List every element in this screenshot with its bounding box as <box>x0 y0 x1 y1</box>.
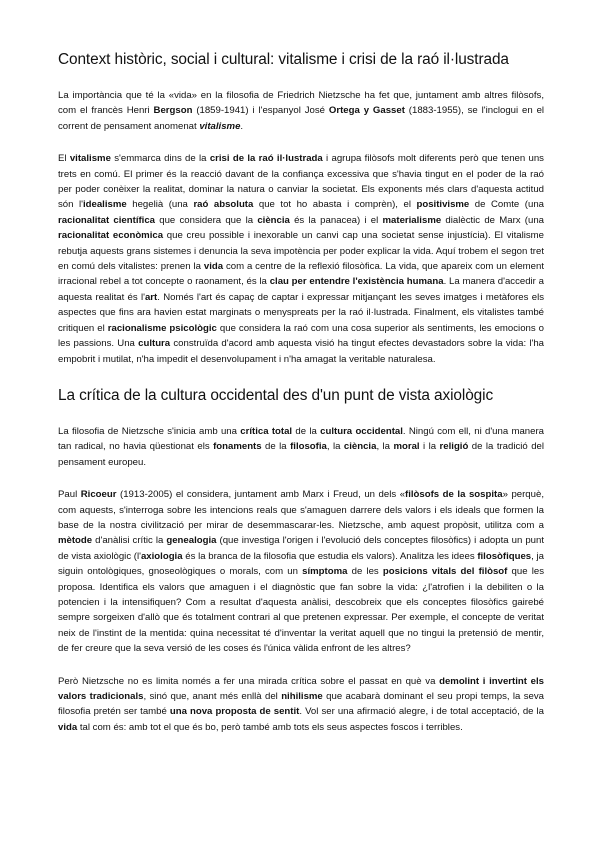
bold-term: Ricoeur <box>80 489 117 501</box>
document-page <box>58 50 544 735</box>
bold-term: una nova proposta de sentit <box>169 706 300 718</box>
bold-term: filosofia <box>290 441 327 453</box>
paragraph: La importància que té la «vida» en la filosofia de Friedrich Nietzsche ha fet que, juntament amb altres filòsofs, com el francès Henri Bergson (1859-1941) i l'espanyol José Ortega y Gasset (1883-1955), se l'inclogui en el corrent de pensament anomenat vitalisme. <box>58 90 545 132</box>
bold-term: raó absoluta <box>193 199 254 211</box>
bold-term: cultura occidental <box>320 425 403 437</box>
bold-term: vida <box>58 721 78 733</box>
bold-term: símptoma <box>302 566 348 578</box>
bold-term: cultura <box>138 338 171 350</box>
bold-term: ciència <box>343 441 377 453</box>
bold-term: vida <box>203 261 224 273</box>
paragraph: Paul Ricoeur (1913-2005) el considera, juntament amb Marx i Freud, un dels «filòsofs de la sospita» perquè, com aquests, s'interroga sobre les intencions reals que s'amaguen darrere dels valors i els ideals que formen la base de la nostra civilització per mirar de desemmascarar-les. Nietzsche, amb aquest propòsit, utilitza com a mètode d'anàlisi crític la genealogia (que investiga l'origen i l'evolució dels conceptes filosòfics) i adopta un punt de vista axiològic (l'axiologia és la branca de la filosofia que estudia els valors). Analitza les idees filosòfiques, ja siguin ontològiques, gnoseològiques o morals, com un símptoma de les posicions vitals del filòsof que les proposa. Identifica els valors que amaguen i el diagnòstic que fan sobre la vida: ¿l'atrofien i la debiliten o la potencien i la intensifiquen? Com a resultat d'aquesta anàlisi, descobreix que els conceptes filosòfics gairebé sempre sorgeixen d'allò que és totalment contrari al que pretenen expressar. Per exemple, el concepte de veritat neix de l'instint de la mentida: quina necessitat té d'inventar la veritat aquell que no tingui la pretensió de mentir, de fer creure que la seva versió de les coses és l'única vàlida enfront de les altres? <box>58 489 544 655</box>
bold-term: religió <box>439 441 469 453</box>
bold-term: positivisme <box>416 199 470 211</box>
paragraph: La filosofia de Nietzsche s'inicia amb una crítica total de la cultura occidental. Ningú com ell, ni d'una manera tan radical, no havia qüestionat els fonaments de la filosofia, la ciència, la moral i la religió de la tradició del pensament europeu. <box>58 425 545 468</box>
bold-term: vitalisme <box>69 153 111 165</box>
bold-term: fonaments <box>213 441 262 453</box>
bold-term: crisi de la raó il·lustrada <box>209 153 323 165</box>
bold-term: Ortega y Gasset <box>328 105 405 117</box>
bold-term: moral <box>393 441 420 453</box>
bold-term: racionalisme psicològic <box>107 322 217 334</box>
bold-term: racionalitat econòmica <box>58 230 164 242</box>
bold-term: filòsofs de la sospita <box>405 489 503 501</box>
bold-term: clau per entendre l'existència humana <box>269 276 444 288</box>
bold-term: posicions vitals del filòsof <box>382 566 508 578</box>
section-title-context: Context històric, social i cultural: vitalisme i crisi de la raó il·lustrada <box>58 51 509 68</box>
bold-term: idealisme <box>82 199 127 211</box>
bold-term: nihilisme <box>281 691 323 702</box>
section-title-critica: La crítica de la cultura occidental des d'un punt de vista axiològic <box>58 386 494 404</box>
paragraph: El vitalisme s'emmarca dins de la crisi de la raó il·lustrada i agrupa filòsofs molt diferents però que tenen uns trets en comú. El primer és la reacció davant de la confiança excessiva que s'havia tingut en el poder de la raó per poder conèixer la realitat, dominar la natura o canviar la societat. Els exponents més clars d'aquesta actitud són l'idealisme hegelià (una raó absoluta que tot ho abasta i comprèn), el positivisme de Comte (una racionalitat científica que considera que la ciència és la panacea) i el materialisme dialèctic de Marx (una racionalitat econòmica que creu possible i inexorable un canvi cap una societat sense injustícia). El vitalisme rebutja aquests grans sistemes i denuncia la seva impotència per poder explicar la vida. Aquí trobem el segon tret en comú dels vitalistes: prenen la vida com a centre de la reflexió filosòfica. La vida, que apareix com un element irracional rebel a tot concepte o raonament, és la clau per entendre l'existència humana. La manera d'accedir a aquesta realitat és l'art. Només l'art és capaç de captar i expressar mitjançant les seves imatges i metàfores els aspectes que fins ara havien estat marginats o menyspreats per la raó il·lustrada. Finalment, els vitalistes també critiquen el racionalisme psicològic que considera la raó com una cosa superior als sentiments, les emocions o les passions. Una cultura construïda d'acord amb aquesta visió ha tingut efectes devastadors sobre la vida: l'ha empobrit i mutilat, n'ha impedit el desenvolupament i n'ha amagat la veritable naturalesa. <box>58 153 545 365</box>
bold-term: materialisme <box>382 214 442 226</box>
bold-term: genealogia <box>166 535 217 547</box>
bold-term: mètode <box>58 535 93 547</box>
bold-term: racionalitat científica <box>58 214 156 226</box>
bold-term: vitalisme <box>199 120 241 132</box>
paragraph: Però Nietzsche no es limita només a fer una mirada crítica sobre el passat en què va demolint i invertint els valors tradicionals, sinó que, anant més enllà del nihilisme que acabarà dominant el seu propi temps, la seva filosofia pretén ser també una nova proposta de sentit. Vol ser una afirmació alegre, i de total acceptació, de la vida tal com és: amb tot el que és bo, però també amb tots els seus aspectes foscos i terribles. <box>58 675 545 733</box>
bold-term: axiologia <box>140 550 183 562</box>
bold-term: crítica total <box>240 425 293 437</box>
bold-term: filosòfiques <box>477 550 532 562</box>
bold-term: Bergson <box>153 105 193 117</box>
bold-term: demolint i invertint els valors tradicionals <box>58 675 544 702</box>
bold-term: art <box>144 291 158 303</box>
bold-term: ciència <box>257 214 290 226</box>
